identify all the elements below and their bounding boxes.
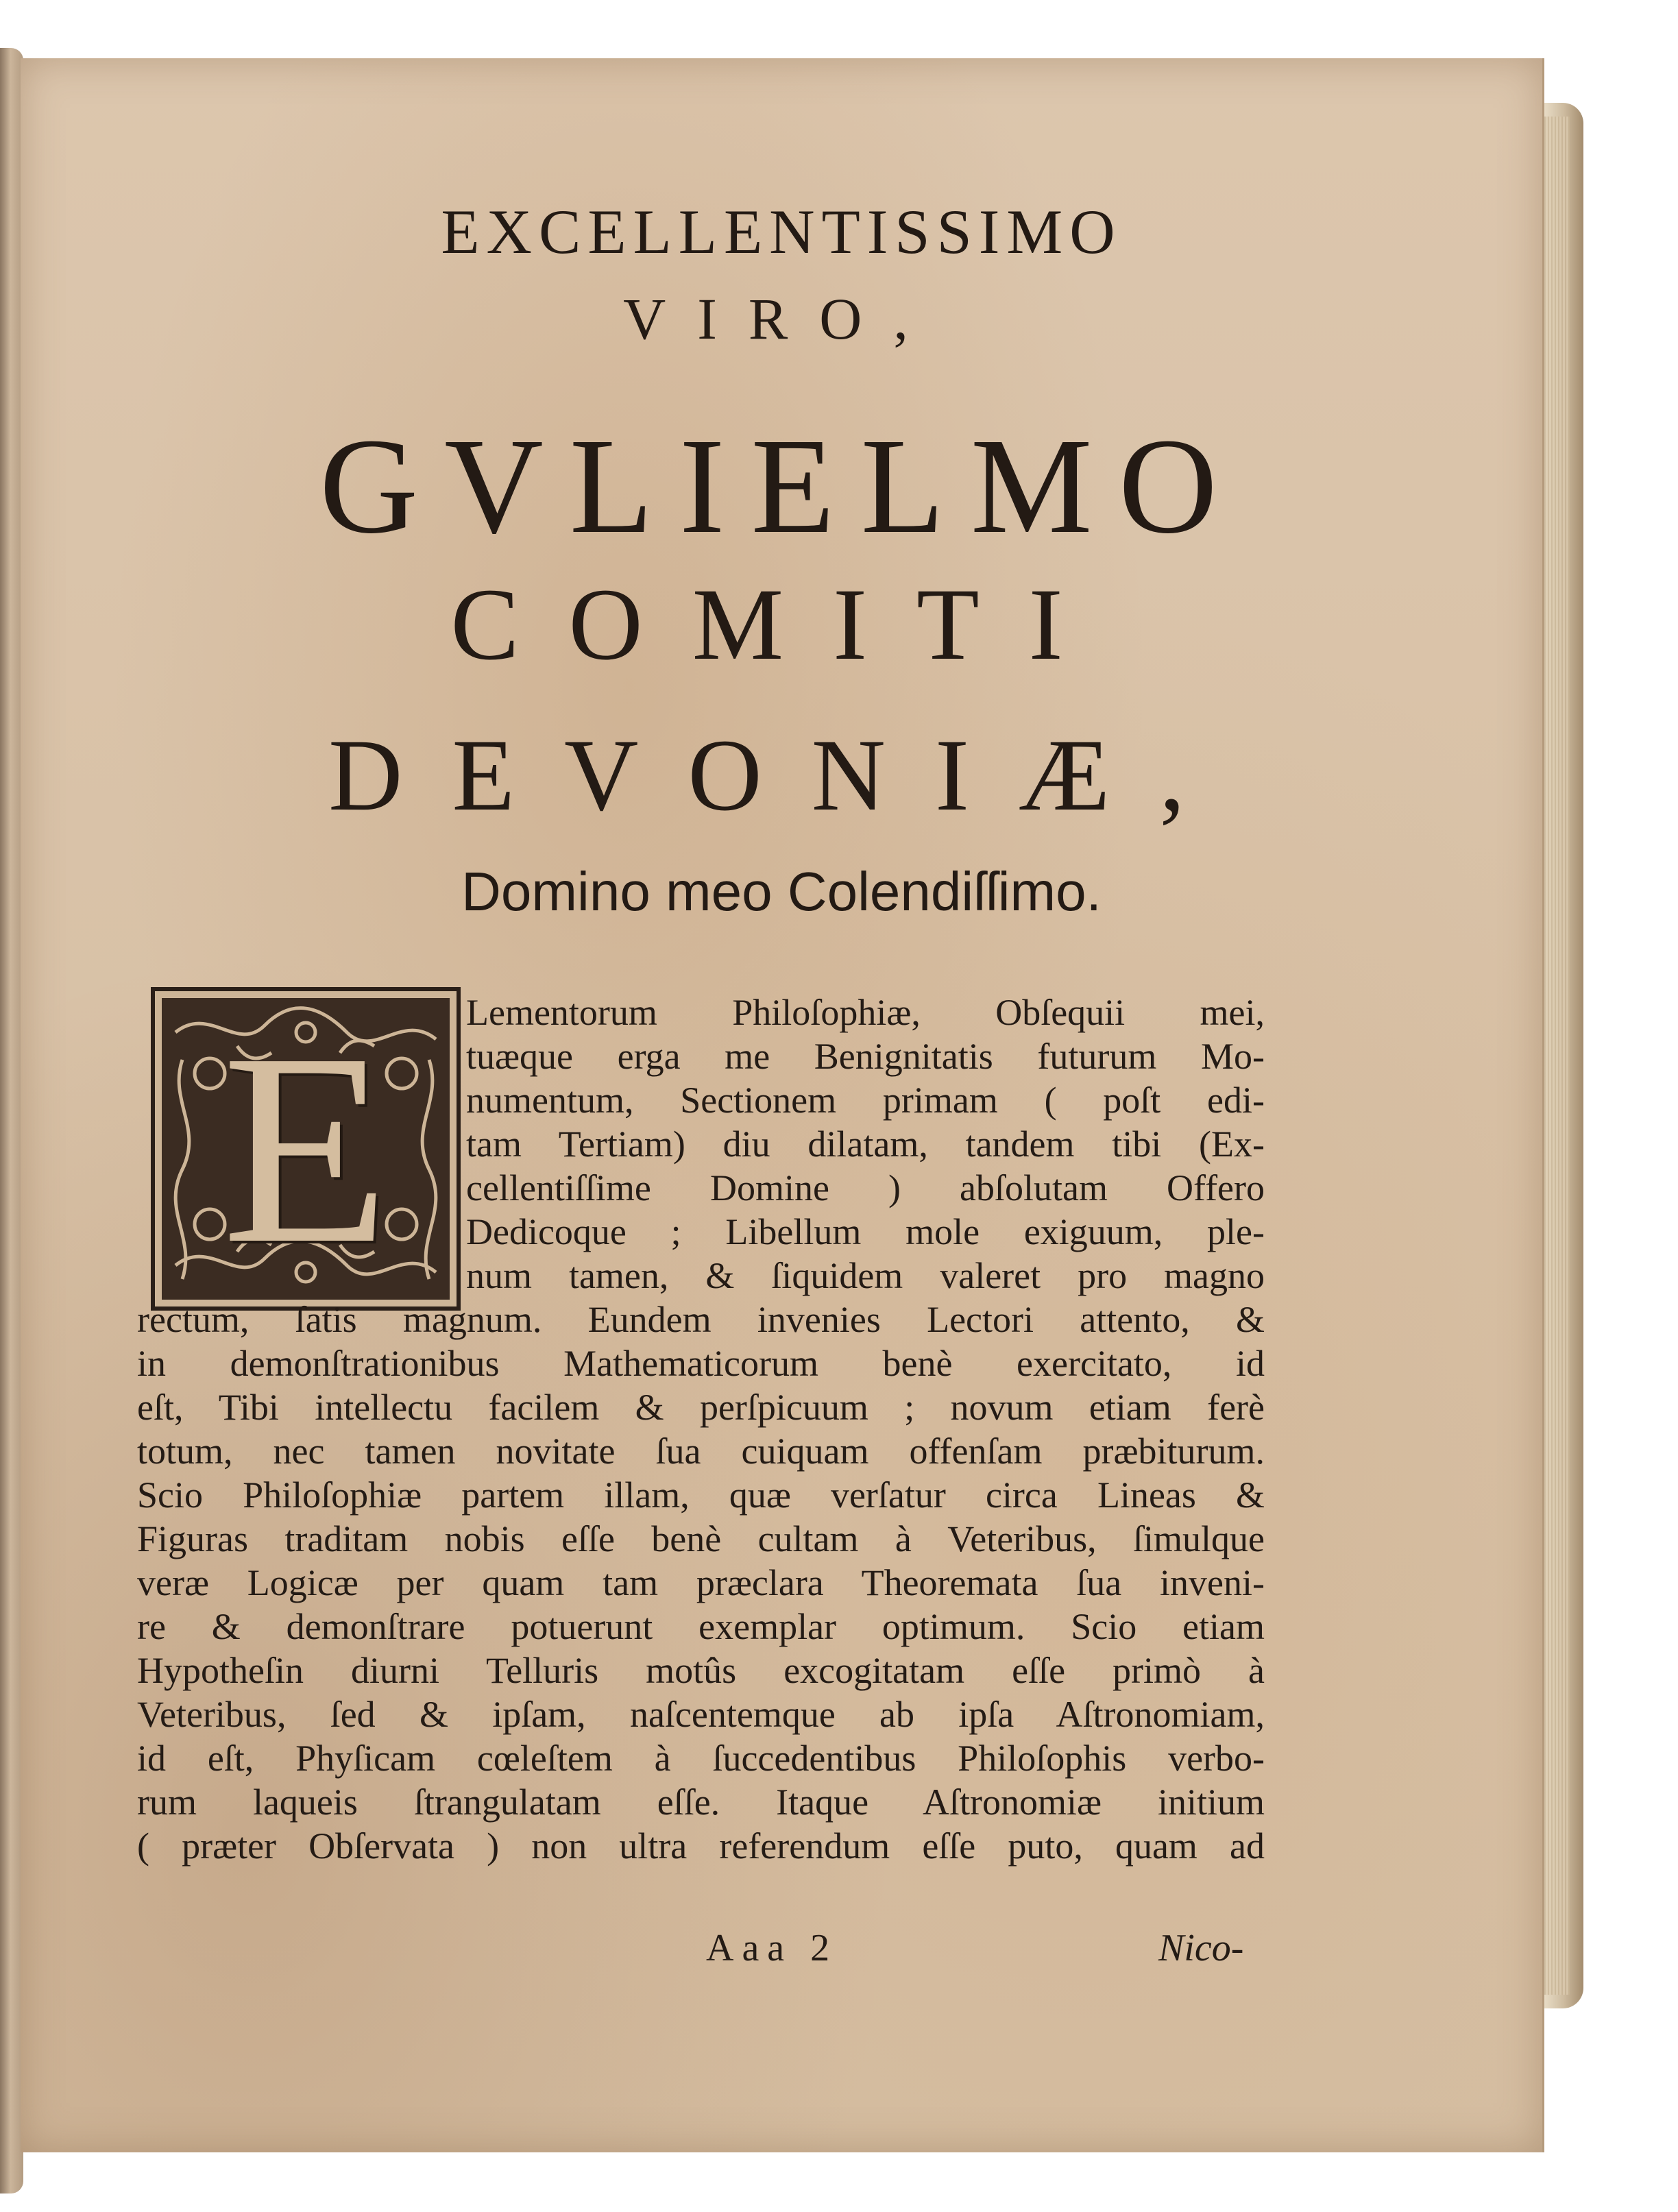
heading-line-comiti: COMITI <box>450 568 1112 681</box>
text-line: totum, nec tamen novitate ſua cuiquam offenſam præbiturum. <box>137 1431 1265 1472</box>
text-line: tuæque erga me Benignitatis futurum Mo- <box>466 1036 1265 1077</box>
text-line: in demonſtrationibus Mathematicorum benè exercitato, id <box>137 1343 1265 1384</box>
text-line: num tamen, & ſiquidem valeret pro magno <box>466 1255 1265 1296</box>
text-line: veræ Logicæ per quam tam præclara Theoremata ſua inveni- <box>137 1562 1265 1603</box>
heading-line-viro: VIRO, <box>623 286 940 352</box>
heading-line-gulielmo: GVLIELMO <box>319 411 1244 562</box>
heading-line-domino: Domino meo Colendiſſimo. <box>461 861 1102 922</box>
decorated-initial <box>151 987 461 1311</box>
text-line: rectum, ſatis magnum. Eundem invenies Lectori attento, & <box>137 1299 1265 1340</box>
text-line: ( præter Obſervata ) non ultra referendum eſſe puto, quam ad <box>137 1825 1265 1867</box>
initial-letter: E <box>221 997 390 1300</box>
catchword: Nico- <box>1158 1927 1244 1969</box>
book-fore-edge-leaves <box>1542 117 1570 1995</box>
text-line: eſt, Tibi intellectu facilem & perſpicuum ; novum etiam ferè <box>137 1387 1265 1428</box>
text-line: Figuras traditam nobis eſſe benè cultam à Veteribus, ſimulque <box>137 1518 1265 1559</box>
heading-line-devoniae: DEVONIÆ, <box>328 718 1235 832</box>
text-line: Lementorum Philoſophiæ, Obſequii mei, <box>466 992 1265 1033</box>
text-line: Dedicoque ; Libellum mole exiguum, ple- <box>466 1211 1265 1252</box>
text-line: cellentiſſime Domine ) abſolutam Offero <box>466 1167 1265 1208</box>
text-line: id eſt, Phyſicam cœleſtem à ſuccedentibus Philoſophis verbo- <box>137 1738 1265 1779</box>
text-line: numentum, Sectionem primam ( poſt edi- <box>466 1080 1265 1121</box>
facing-page-edge <box>0 48 23 2193</box>
text-line: Hypotheſin diurni Telluris motûs excogitatam eſſe primò à <box>137 1650 1265 1691</box>
text-line: tam Tertiam) diu dilatam, tandem tibi (Ex- <box>466 1123 1265 1165</box>
text-line: Veteribus, ſed & ipſam, naſcentemque ab ipſa Aſtronomiam, <box>137 1694 1265 1735</box>
text-line: re & demonſtrare potuerunt exemplar optimum. Scio etiam <box>137 1606 1265 1647</box>
signature-mark: Aaa 2 <box>706 1927 838 1969</box>
text-line: Scio Philoſophiæ partem illam, quæ verſatur circa Lineas & <box>137 1474 1265 1516</box>
book-page <box>21 58 1544 2152</box>
text-line: rum laqueis ſtrangulatam eſſe. Itaque Aſtronomiæ initium <box>137 1782 1265 1823</box>
heading-line-excellentissimo: EXCELLENTISSIMO <box>441 197 1122 267</box>
